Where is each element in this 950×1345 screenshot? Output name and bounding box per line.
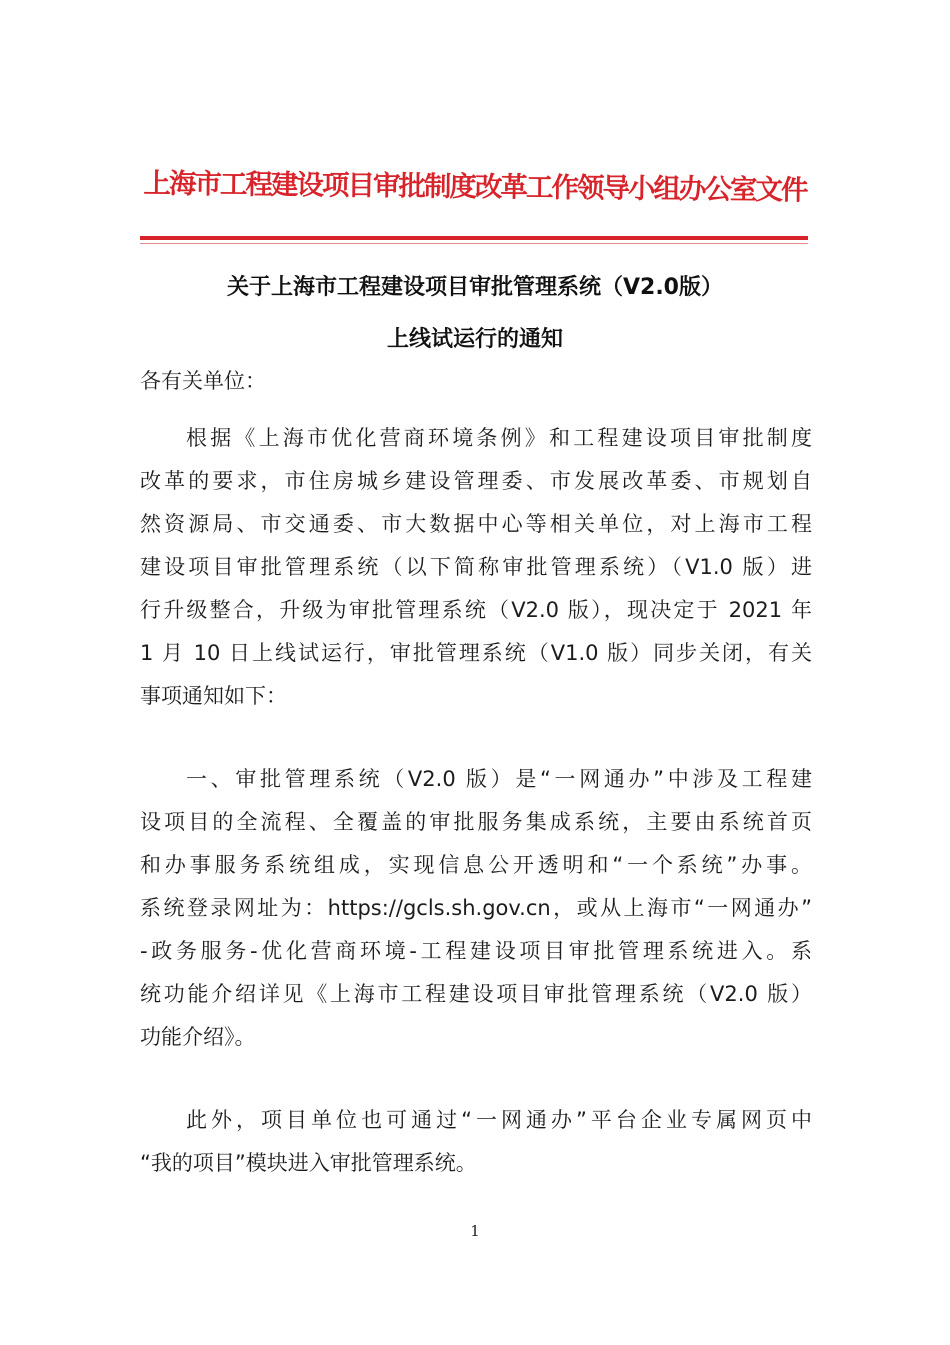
- body-line: 事项通知如下：: [140, 684, 287, 708]
- body-line: 功能介绍》。: [140, 1025, 256, 1049]
- body-line: “我的项目”模块进入审批管理系统。: [140, 1151, 477, 1175]
- body-line: 系统登录网址为：https://gcls.sh.gov.cn，或从上海市“一网通办”: [140, 896, 812, 920]
- body-line: 1 月 10 日上线试运行，审批管理系统（V1.0 版）同步关闭，有关: [140, 641, 812, 665]
- page-number: 1: [470, 1222, 480, 1240]
- body-line: 设项目的全流程、全覆盖的审批服务集成系统，主要由系统首页: [140, 810, 812, 834]
- salutation: 各有关单位：: [140, 369, 266, 393]
- body-line: 一、审批管理系统（V2.0 版）是“一网通办”中涉及工程建: [186, 767, 812, 791]
- red-header-rule-thin: [140, 243, 808, 244]
- body-line: 根据《上海市优化营商环境条例》和工程建设项目审批制度: [186, 426, 812, 450]
- document-title-line-1: 关于上海市工程建设项目审批管理系统（V2.0版）: [226, 275, 723, 300]
- body-line: -政务服务-优化营商环境-工程建设项目审批管理系统进入。系: [140, 939, 812, 963]
- document-title-line-2: 上线试运行的通知: [386, 327, 563, 352]
- body-line: 然资源局、市交通委、市大数据中心等相关单位，对上海市工程: [140, 512, 812, 536]
- body-line: 行升级整合，升级为审批管理系统（V2.0 版），现决定于 2021 年: [140, 598, 812, 622]
- red-header-rule: [140, 236, 808, 240]
- body-line: 改革的要求，市住房城乡建设管理委、市发展改革委、市规划自: [140, 469, 812, 493]
- issuing-office-header: 上海市工程建设项目审批制度改革工作领导小组办公室文件: [143, 167, 807, 207]
- body-line: 此外，项目单位也可通过“一网通办”平台企业专属网页中: [186, 1108, 812, 1132]
- body-line: 统功能介绍详见《上海市工程建设项目审批管理系统（V2.0 版）: [140, 982, 812, 1006]
- body-line: 和办事服务系统组成，实现信息公开透明和“一个系统”办事。: [140, 853, 812, 877]
- body-line: 建设项目审批管理系统（以下简称审批管理系统）（V1.0 版）进: [140, 555, 812, 579]
